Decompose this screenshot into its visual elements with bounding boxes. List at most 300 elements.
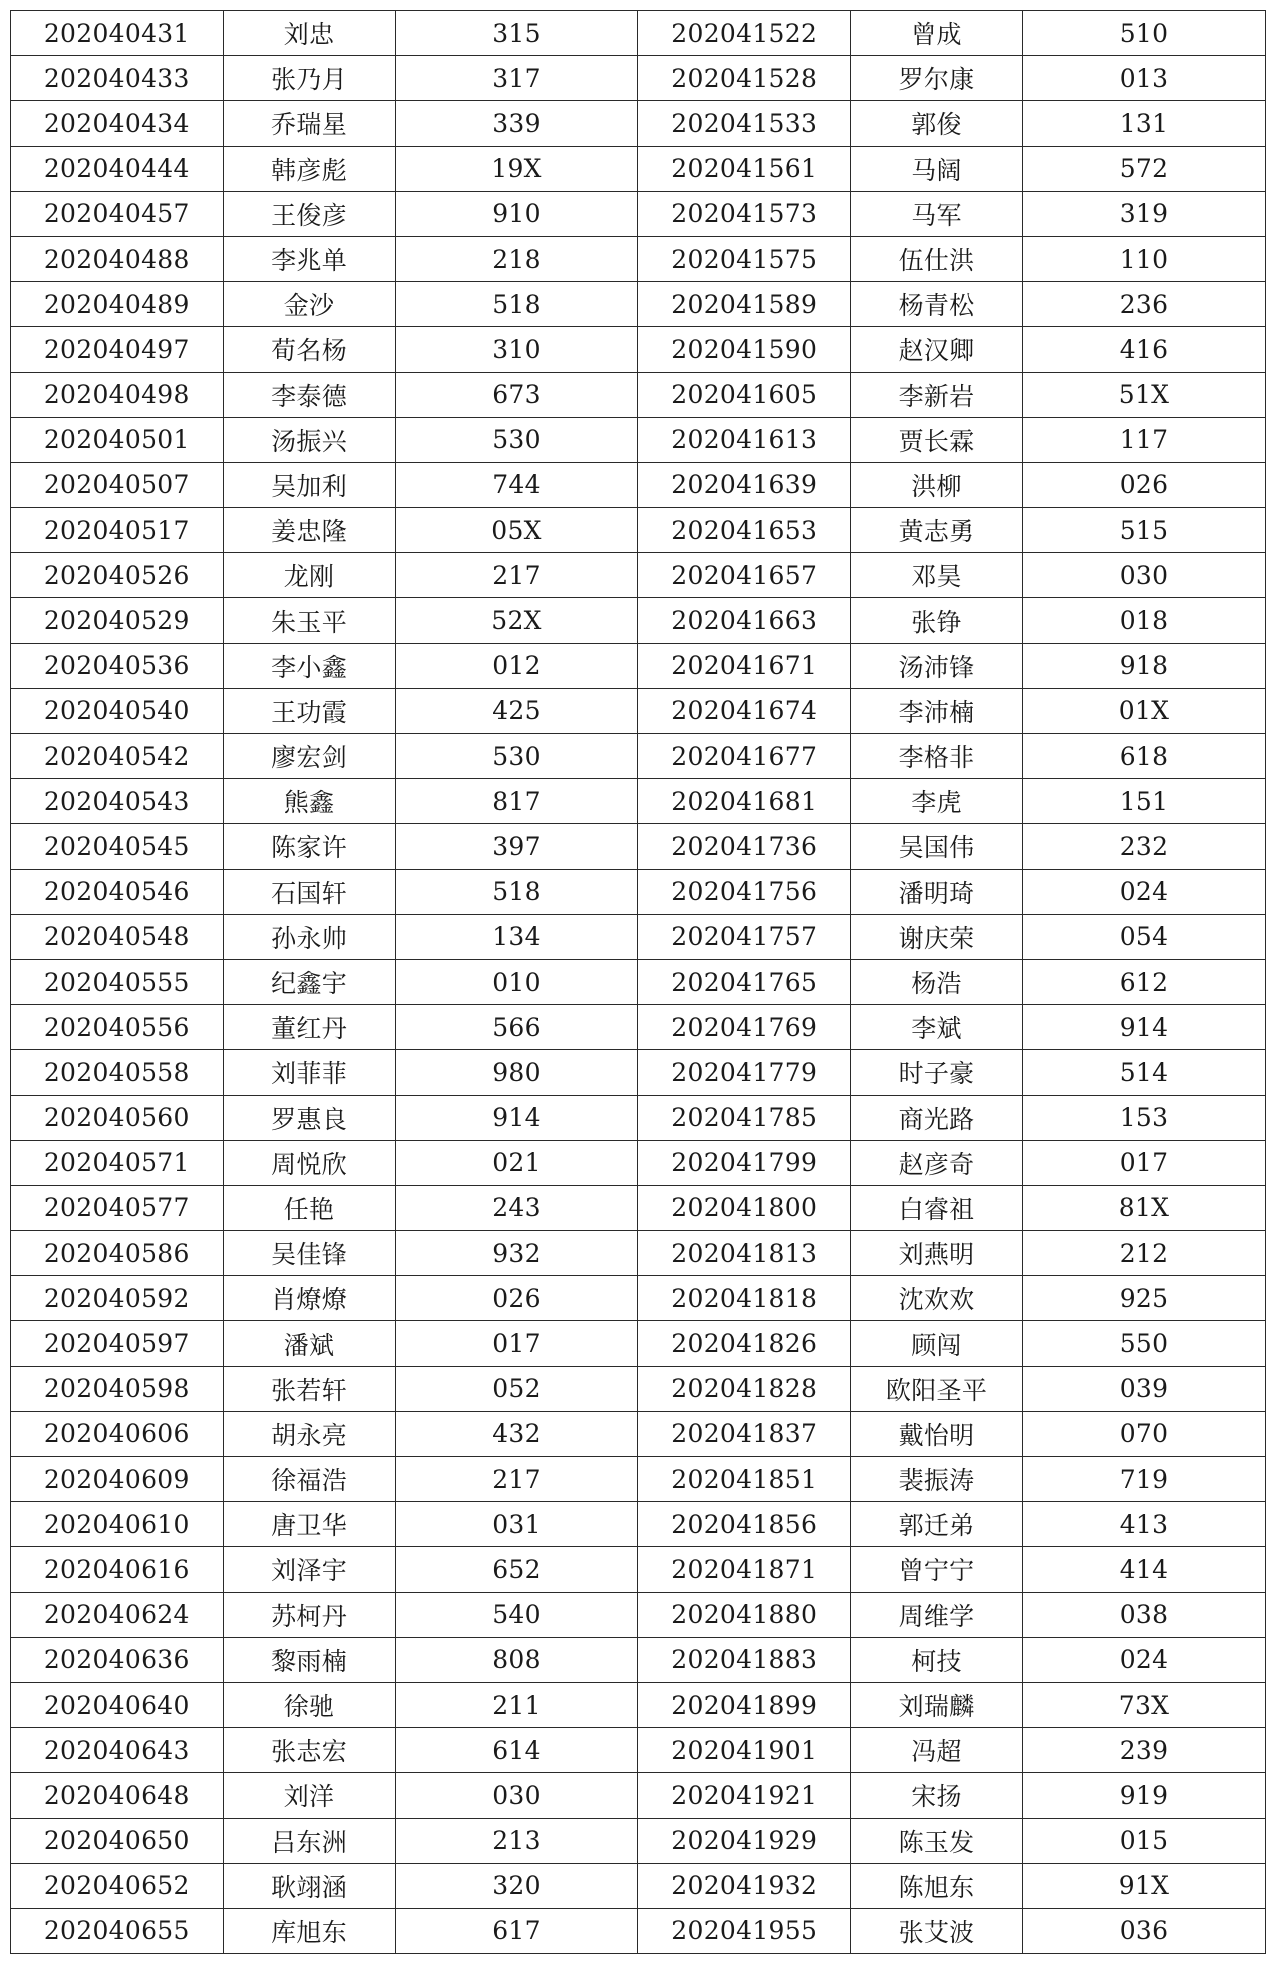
left-student-id-cell: 202040431 <box>11 11 224 56</box>
right-student-name-cell: 汤沛锋 <box>851 643 1023 688</box>
left-student-id-cell: 202040640 <box>11 1682 224 1727</box>
right-id-suffix-cell: 515 <box>1023 508 1266 553</box>
right-id-suffix-cell: 232 <box>1023 824 1266 869</box>
left-student-id-cell: 202040517 <box>11 508 224 553</box>
left-student-id-cell: 202040616 <box>11 1547 224 1592</box>
left-id-suffix-cell: 52X <box>395 598 638 643</box>
right-student-id-cell: 202041813 <box>638 1231 851 1276</box>
table-row <box>11 282 1266 327</box>
right-student-id-cell: 202041880 <box>638 1592 851 1637</box>
right-student-id-cell: 202041522 <box>638 11 851 56</box>
right-id-suffix-cell: 918 <box>1023 643 1266 688</box>
left-id-suffix-cell: 432 <box>395 1411 638 1456</box>
left-id-suffix-cell: 910 <box>395 191 638 236</box>
left-id-suffix-cell: 914 <box>395 1095 638 1140</box>
left-student-id-cell: 202040433 <box>11 56 224 101</box>
right-id-suffix-cell: 015 <box>1023 1818 1266 1863</box>
table-row <box>11 417 1266 462</box>
left-id-suffix-cell: 518 <box>395 282 638 327</box>
right-student-name-cell: 戴怡明 <box>851 1411 1023 1456</box>
table-row <box>11 1682 1266 1727</box>
left-student-id-cell: 202040586 <box>11 1231 224 1276</box>
left-id-suffix-cell: 980 <box>395 1050 638 1095</box>
left-id-suffix-cell: 425 <box>395 688 638 733</box>
left-student-name-cell: 肖燎燎 <box>223 1276 395 1321</box>
table-row <box>11 734 1266 779</box>
table-row <box>11 327 1266 372</box>
left-id-suffix-cell: 530 <box>395 417 638 462</box>
right-student-id-cell: 202041779 <box>638 1050 851 1095</box>
right-student-id-cell: 202041613 <box>638 417 851 462</box>
table-row <box>11 1231 1266 1276</box>
right-id-suffix-cell: 036 <box>1023 1908 1266 1953</box>
left-student-id-cell: 202040540 <box>11 688 224 733</box>
left-student-name-cell: 董红丹 <box>223 1005 395 1050</box>
right-id-suffix-cell: 131 <box>1023 101 1266 146</box>
table-row <box>11 598 1266 643</box>
left-student-name-cell: 张志宏 <box>223 1728 395 1773</box>
table-row <box>11 236 1266 281</box>
left-student-name-cell: 王功霞 <box>223 688 395 733</box>
left-id-suffix-cell: 317 <box>395 56 638 101</box>
right-student-id-cell: 202041899 <box>638 1682 851 1727</box>
table-row <box>11 56 1266 101</box>
right-id-suffix-cell: 017 <box>1023 1140 1266 1185</box>
right-student-name-cell: 李格非 <box>851 734 1023 779</box>
right-id-suffix-cell: 030 <box>1023 553 1266 598</box>
right-id-suffix-cell: 319 <box>1023 191 1266 236</box>
right-student-id-cell: 202041828 <box>638 1366 851 1411</box>
left-student-id-cell: 202040560 <box>11 1095 224 1140</box>
right-student-id-cell: 202041871 <box>638 1547 851 1592</box>
table-row <box>11 1547 1266 1592</box>
right-student-id-cell: 202041681 <box>638 779 851 824</box>
left-student-id-cell: 202040571 <box>11 1140 224 1185</box>
right-student-name-cell: 马阔 <box>851 146 1023 191</box>
table-row <box>11 914 1266 959</box>
roster-table-body <box>11 11 1266 1954</box>
right-id-suffix-cell: 572 <box>1023 146 1266 191</box>
left-student-name-cell: 苏柯丹 <box>223 1592 395 1637</box>
right-id-suffix-cell: 612 <box>1023 959 1266 1004</box>
table-row <box>11 824 1266 869</box>
table-row <box>11 1321 1266 1366</box>
table-row <box>11 959 1266 1004</box>
left-student-name-cell: 张乃月 <box>223 56 395 101</box>
right-id-suffix-cell: 925 <box>1023 1276 1266 1321</box>
right-student-id-cell: 202041605 <box>638 372 851 417</box>
right-student-name-cell: 曾成 <box>851 11 1023 56</box>
right-student-id-cell: 202041657 <box>638 553 851 598</box>
right-id-suffix-cell: 070 <box>1023 1411 1266 1456</box>
left-student-id-cell: 202040655 <box>11 1908 224 1953</box>
right-student-name-cell: 沈欢欢 <box>851 1276 1023 1321</box>
right-student-name-cell: 张铮 <box>851 598 1023 643</box>
right-student-name-cell: 张艾波 <box>851 1908 1023 1953</box>
right-id-suffix-cell: 110 <box>1023 236 1266 281</box>
left-student-name-cell: 周悦欣 <box>223 1140 395 1185</box>
right-id-suffix-cell: 117 <box>1023 417 1266 462</box>
right-student-name-cell: 杨浩 <box>851 959 1023 1004</box>
left-id-suffix-cell: 397 <box>395 824 638 869</box>
left-student-name-cell: 陈家许 <box>223 824 395 869</box>
table-row <box>11 1502 1266 1547</box>
left-id-suffix-cell: 243 <box>395 1185 638 1230</box>
table-row <box>11 688 1266 733</box>
table-row <box>11 1728 1266 1773</box>
right-id-suffix-cell: 024 <box>1023 1637 1266 1682</box>
left-id-suffix-cell: 217 <box>395 1457 638 1502</box>
left-student-name-cell: 孙永帅 <box>223 914 395 959</box>
right-id-suffix-cell: 236 <box>1023 282 1266 327</box>
right-student-name-cell: 郭俊 <box>851 101 1023 146</box>
right-student-id-cell: 202041785 <box>638 1095 851 1140</box>
table-row <box>11 779 1266 824</box>
left-id-suffix-cell: 05X <box>395 508 638 553</box>
left-student-name-cell: 石国轩 <box>223 869 395 914</box>
right-student-name-cell: 杨青松 <box>851 282 1023 327</box>
right-student-name-cell: 黄志勇 <box>851 508 1023 553</box>
left-id-suffix-cell: 052 <box>395 1366 638 1411</box>
left-student-id-cell: 202040543 <box>11 779 224 824</box>
left-student-name-cell: 刘泽宇 <box>223 1547 395 1592</box>
left-student-name-cell: 徐福浩 <box>223 1457 395 1502</box>
right-student-name-cell: 陈旭东 <box>851 1863 1023 1908</box>
right-student-id-cell: 202041932 <box>638 1863 851 1908</box>
right-student-id-cell: 202041883 <box>638 1637 851 1682</box>
left-id-suffix-cell: 19X <box>395 146 638 191</box>
right-student-name-cell: 邓昊 <box>851 553 1023 598</box>
right-student-id-cell: 202041901 <box>638 1728 851 1773</box>
right-student-id-cell: 202041653 <box>638 508 851 553</box>
right-student-id-cell: 202041639 <box>638 462 851 507</box>
right-id-suffix-cell: 73X <box>1023 1682 1266 1727</box>
left-id-suffix-cell: 213 <box>395 1818 638 1863</box>
table-row <box>11 1050 1266 1095</box>
left-student-name-cell: 徐驰 <box>223 1682 395 1727</box>
right-id-suffix-cell: 013 <box>1023 56 1266 101</box>
table-row <box>11 101 1266 146</box>
left-student-id-cell: 202040507 <box>11 462 224 507</box>
left-student-id-cell: 202040610 <box>11 1502 224 1547</box>
left-student-name-cell: 熊鑫 <box>223 779 395 824</box>
left-id-suffix-cell: 320 <box>395 1863 638 1908</box>
right-student-id-cell: 202041818 <box>638 1276 851 1321</box>
left-student-name-cell: 金沙 <box>223 282 395 327</box>
right-student-name-cell: 商光路 <box>851 1095 1023 1140</box>
left-student-id-cell: 202040501 <box>11 417 224 462</box>
right-student-id-cell: 202041856 <box>638 1502 851 1547</box>
right-student-name-cell: 郭迁弟 <box>851 1502 1023 1547</box>
right-id-suffix-cell: 153 <box>1023 1095 1266 1140</box>
left-id-suffix-cell: 566 <box>395 1005 638 1050</box>
table-row <box>11 1818 1266 1863</box>
right-id-suffix-cell: 054 <box>1023 914 1266 959</box>
left-student-name-cell: 库旭东 <box>223 1908 395 1953</box>
right-id-suffix-cell: 550 <box>1023 1321 1266 1366</box>
right-id-suffix-cell: 914 <box>1023 1005 1266 1050</box>
left-student-id-cell: 202040606 <box>11 1411 224 1456</box>
left-student-name-cell: 张若轩 <box>223 1366 395 1411</box>
left-student-name-cell: 乔瑞星 <box>223 101 395 146</box>
table-row <box>11 643 1266 688</box>
right-student-id-cell: 202041573 <box>638 191 851 236</box>
left-student-id-cell: 202040488 <box>11 236 224 281</box>
right-student-name-cell: 李虎 <box>851 779 1023 824</box>
left-student-id-cell: 202040624 <box>11 1592 224 1637</box>
right-id-suffix-cell: 151 <box>1023 779 1266 824</box>
left-student-id-cell: 202040597 <box>11 1321 224 1366</box>
left-id-suffix-cell: 026 <box>395 1276 638 1321</box>
left-student-name-cell: 荀名杨 <box>223 327 395 372</box>
table-row <box>11 1908 1266 1953</box>
right-id-suffix-cell: 91X <box>1023 1863 1266 1908</box>
left-student-id-cell: 202040609 <box>11 1457 224 1502</box>
right-student-name-cell: 顾闯 <box>851 1321 1023 1366</box>
table-row <box>11 1140 1266 1185</box>
left-id-suffix-cell: 540 <box>395 1592 638 1637</box>
right-student-id-cell: 202041590 <box>638 327 851 372</box>
right-student-id-cell: 202041589 <box>638 282 851 327</box>
table-row <box>11 1592 1266 1637</box>
left-id-suffix-cell: 518 <box>395 869 638 914</box>
left-student-name-cell: 纪鑫宇 <box>223 959 395 1004</box>
left-student-id-cell: 202040636 <box>11 1637 224 1682</box>
left-student-id-cell: 202040598 <box>11 1366 224 1411</box>
left-student-id-cell: 202040546 <box>11 869 224 914</box>
right-student-name-cell: 罗尔康 <box>851 56 1023 101</box>
right-student-id-cell: 202041677 <box>638 734 851 779</box>
right-student-id-cell: 202041826 <box>638 1321 851 1366</box>
left-student-id-cell: 202040592 <box>11 1276 224 1321</box>
left-student-id-cell: 202040643 <box>11 1728 224 1773</box>
right-student-id-cell: 202041851 <box>638 1457 851 1502</box>
left-student-id-cell: 202040529 <box>11 598 224 643</box>
right-student-id-cell: 202041799 <box>638 1140 851 1185</box>
left-student-id-cell: 202040548 <box>11 914 224 959</box>
left-student-id-cell: 202040536 <box>11 643 224 688</box>
left-student-id-cell: 202040434 <box>11 101 224 146</box>
right-id-suffix-cell: 719 <box>1023 1457 1266 1502</box>
left-student-name-cell: 李小鑫 <box>223 643 395 688</box>
left-id-suffix-cell: 030 <box>395 1773 638 1818</box>
right-student-id-cell: 202041671 <box>638 643 851 688</box>
table-row <box>11 1457 1266 1502</box>
left-id-suffix-cell: 211 <box>395 1682 638 1727</box>
left-student-name-cell: 李泰德 <box>223 372 395 417</box>
right-student-name-cell: 马军 <box>851 191 1023 236</box>
right-student-id-cell: 202041533 <box>638 101 851 146</box>
left-student-id-cell: 202040652 <box>11 1863 224 1908</box>
table-row <box>11 1637 1266 1682</box>
table-row <box>11 1773 1266 1818</box>
left-student-id-cell: 202040498 <box>11 372 224 417</box>
right-student-name-cell: 周维学 <box>851 1592 1023 1637</box>
right-id-suffix-cell: 039 <box>1023 1366 1266 1411</box>
right-student-name-cell: 洪柳 <box>851 462 1023 507</box>
right-student-id-cell: 202041921 <box>638 1773 851 1818</box>
right-id-suffix-cell: 414 <box>1023 1547 1266 1592</box>
left-student-id-cell: 202040577 <box>11 1185 224 1230</box>
left-student-id-cell: 202040457 <box>11 191 224 236</box>
right-student-name-cell: 欧阳圣平 <box>851 1366 1023 1411</box>
left-id-suffix-cell: 339 <box>395 101 638 146</box>
left-student-name-cell: 任艳 <box>223 1185 395 1230</box>
left-student-name-cell: 刘忠 <box>223 11 395 56</box>
left-id-suffix-cell: 530 <box>395 734 638 779</box>
left-student-name-cell: 唐卫华 <box>223 1502 395 1547</box>
table-row <box>11 146 1266 191</box>
table-row <box>11 11 1266 56</box>
left-id-suffix-cell: 617 <box>395 1908 638 1953</box>
right-student-name-cell: 谢庆荣 <box>851 914 1023 959</box>
left-student-name-cell: 罗惠良 <box>223 1095 395 1140</box>
right-id-suffix-cell: 018 <box>1023 598 1266 643</box>
right-id-suffix-cell: 81X <box>1023 1185 1266 1230</box>
left-student-name-cell: 廖宏剑 <box>223 734 395 779</box>
right-student-name-cell: 白睿祖 <box>851 1185 1023 1230</box>
table-row <box>11 191 1266 236</box>
right-id-suffix-cell: 038 <box>1023 1592 1266 1637</box>
table-row <box>11 869 1266 914</box>
right-student-name-cell: 刘瑞麟 <box>851 1682 1023 1727</box>
right-student-id-cell: 202041769 <box>638 1005 851 1050</box>
table-row <box>11 372 1266 417</box>
right-id-suffix-cell: 51X <box>1023 372 1266 417</box>
left-id-suffix-cell: 808 <box>395 1637 638 1682</box>
right-student-name-cell: 李斌 <box>851 1005 1023 1050</box>
left-id-suffix-cell: 614 <box>395 1728 638 1773</box>
left-student-name-cell: 刘洋 <box>223 1773 395 1818</box>
table-row <box>11 508 1266 553</box>
left-student-name-cell: 朱玉平 <box>223 598 395 643</box>
left-id-suffix-cell: 310 <box>395 327 638 372</box>
left-student-name-cell: 汤振兴 <box>223 417 395 462</box>
left-student-id-cell: 202040650 <box>11 1818 224 1863</box>
left-student-name-cell: 耿翊涵 <box>223 1863 395 1908</box>
right-id-suffix-cell: 514 <box>1023 1050 1266 1095</box>
left-student-id-cell: 202040556 <box>11 1005 224 1050</box>
right-student-name-cell: 裴振涛 <box>851 1457 1023 1502</box>
right-student-id-cell: 202041528 <box>638 56 851 101</box>
roster-table <box>10 10 1266 1954</box>
left-student-name-cell: 黎雨楠 <box>223 1637 395 1682</box>
left-student-name-cell: 吴加利 <box>223 462 395 507</box>
left-student-id-cell: 202040555 <box>11 959 224 1004</box>
right-student-name-cell: 宋扬 <box>851 1773 1023 1818</box>
left-id-suffix-cell: 744 <box>395 462 638 507</box>
right-student-name-cell: 李新岩 <box>851 372 1023 417</box>
right-student-id-cell: 202041757 <box>638 914 851 959</box>
left-student-id-cell: 202040497 <box>11 327 224 372</box>
left-student-name-cell: 王俊彦 <box>223 191 395 236</box>
left-id-suffix-cell: 652 <box>395 1547 638 1592</box>
table-row <box>11 1366 1266 1411</box>
left-student-name-cell: 吴佳锋 <box>223 1231 395 1276</box>
left-id-suffix-cell: 010 <box>395 959 638 1004</box>
table-row <box>11 1095 1266 1140</box>
right-student-id-cell: 202041929 <box>638 1818 851 1863</box>
right-student-id-cell: 202041756 <box>638 869 851 914</box>
right-student-name-cell: 潘明琦 <box>851 869 1023 914</box>
table-row <box>11 462 1266 507</box>
right-student-id-cell: 202041561 <box>638 146 851 191</box>
right-student-name-cell: 冯超 <box>851 1728 1023 1773</box>
right-student-id-cell: 202041955 <box>638 1908 851 1953</box>
right-student-id-cell: 202041736 <box>638 824 851 869</box>
table-row <box>11 1276 1266 1321</box>
left-student-name-cell: 潘斌 <box>223 1321 395 1366</box>
left-id-suffix-cell: 932 <box>395 1231 638 1276</box>
left-student-id-cell: 202040648 <box>11 1773 224 1818</box>
left-student-name-cell: 胡永亮 <box>223 1411 395 1456</box>
left-student-name-cell: 刘菲菲 <box>223 1050 395 1095</box>
right-student-name-cell: 吴国伟 <box>851 824 1023 869</box>
right-student-id-cell: 202041575 <box>638 236 851 281</box>
right-id-suffix-cell: 239 <box>1023 1728 1266 1773</box>
right-student-name-cell: 陈玉发 <box>851 1818 1023 1863</box>
left-student-name-cell: 吕东洲 <box>223 1818 395 1863</box>
left-id-suffix-cell: 315 <box>395 11 638 56</box>
left-student-id-cell: 202040526 <box>11 553 224 598</box>
table-row <box>11 1411 1266 1456</box>
right-id-suffix-cell: 510 <box>1023 11 1266 56</box>
right-student-name-cell: 赵汉卿 <box>851 327 1023 372</box>
left-id-suffix-cell: 673 <box>395 372 638 417</box>
right-id-suffix-cell: 413 <box>1023 1502 1266 1547</box>
left-id-suffix-cell: 021 <box>395 1140 638 1185</box>
right-id-suffix-cell: 01X <box>1023 688 1266 733</box>
right-student-name-cell: 李沛楠 <box>851 688 1023 733</box>
right-student-id-cell: 202041800 <box>638 1185 851 1230</box>
left-id-suffix-cell: 031 <box>395 1502 638 1547</box>
right-student-id-cell: 202041663 <box>638 598 851 643</box>
left-student-id-cell: 202040558 <box>11 1050 224 1095</box>
right-student-id-cell: 202041674 <box>638 688 851 733</box>
right-id-suffix-cell: 416 <box>1023 327 1266 372</box>
right-id-suffix-cell: 618 <box>1023 734 1266 779</box>
right-student-id-cell: 202041837 <box>638 1411 851 1456</box>
right-student-name-cell: 柯技 <box>851 1637 1023 1682</box>
left-id-suffix-cell: 134 <box>395 914 638 959</box>
left-student-id-cell: 202040542 <box>11 734 224 779</box>
table-row <box>11 553 1266 598</box>
table-row <box>11 1185 1266 1230</box>
left-id-suffix-cell: 217 <box>395 553 638 598</box>
left-student-name-cell: 龙刚 <box>223 553 395 598</box>
left-student-id-cell: 202040489 <box>11 282 224 327</box>
table-row <box>11 1005 1266 1050</box>
right-student-name-cell: 赵彦奇 <box>851 1140 1023 1185</box>
right-student-name-cell: 伍仕洪 <box>851 236 1023 281</box>
left-id-suffix-cell: 017 <box>395 1321 638 1366</box>
right-student-name-cell: 曾宁宁 <box>851 1547 1023 1592</box>
left-student-name-cell: 韩彦彪 <box>223 146 395 191</box>
right-student-name-cell: 时子豪 <box>851 1050 1023 1095</box>
left-id-suffix-cell: 817 <box>395 779 638 824</box>
right-id-suffix-cell: 026 <box>1023 462 1266 507</box>
left-student-name-cell: 李兆单 <box>223 236 395 281</box>
right-student-name-cell: 贾长霖 <box>851 417 1023 462</box>
right-id-suffix-cell: 919 <box>1023 1773 1266 1818</box>
right-id-suffix-cell: 024 <box>1023 869 1266 914</box>
left-id-suffix-cell: 218 <box>395 236 638 281</box>
left-student-id-cell: 202040545 <box>11 824 224 869</box>
roster-sheet <box>10 10 1266 1954</box>
left-student-id-cell: 202040444 <box>11 146 224 191</box>
right-id-suffix-cell: 212 <box>1023 1231 1266 1276</box>
right-student-name-cell: 刘燕明 <box>851 1231 1023 1276</box>
